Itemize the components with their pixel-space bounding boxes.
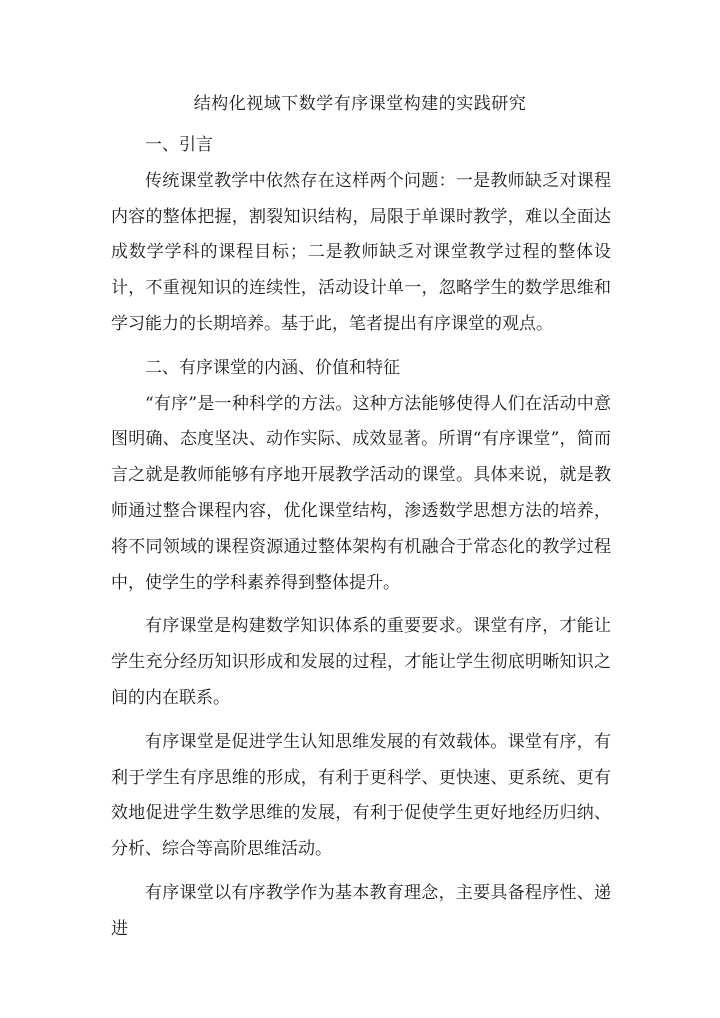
document-body (111, 128, 611, 956)
section-heading-ordered-classroom: 二、有序课堂的内涵、价值和特征 (145, 357, 400, 378)
paragraph-definition: “有序”是一种科学的方法。这种方法能够使得人们在活动中意图明确、态度坚决、动作实际、成效显著。所谓“有序课堂”，简而言之就是教师能够有序地开展教学活动的课堂。具体来说，就是教师通过整合课程内容，优化课堂结构，渗透数学思想方法的培养，将不同领域的课程资源通过整体架构有机融合于常态化的教学过程中，使学生的学科素养得到整体提升。 (111, 393, 611, 593)
paragraph-knowledge-system: 有序课堂是构建数学知识体系的重要要求。课堂有序，才能让学生充分经历知识形成和发展的过程，才能让学生彻底明晰知识之间的内在联系。 (111, 616, 611, 708)
paragraph-cognitive-development: 有序课堂是促进学生认知思维发展的有效载体。课堂有序，有利于学生有序思维的形成，有利于更科学、更快速、更系统、更有效地促进学生数学思维的发展，有利于促使学生更好地经历归纳、分析、综合等高阶思维活动。 (111, 731, 611, 860)
document-title: 结构化视域下数学有序课堂构建的实践研究 (193, 94, 527, 114)
section-heading-introduction: 一、引言 (145, 135, 213, 155)
paragraph-teaching-concept: 有序课堂以有序教学作为基本教育理念，主要具备程序性、递进 (111, 882, 611, 939)
paragraph-introduction: 传统课堂教学中依然存在这样两个问题：一是教师缺乏对课程内容的整体把握，割裂知识结构，局限于单课时教学，难以全面达成数学学科的课程目标；二是教师缺乏对课堂教学过程的整体设计，不重视知识的连续性，活动设计单一，忽略学生的数学思维和学习能力的长期培养。基于此，笔者提出有序课堂的观点。 (111, 170, 611, 334)
